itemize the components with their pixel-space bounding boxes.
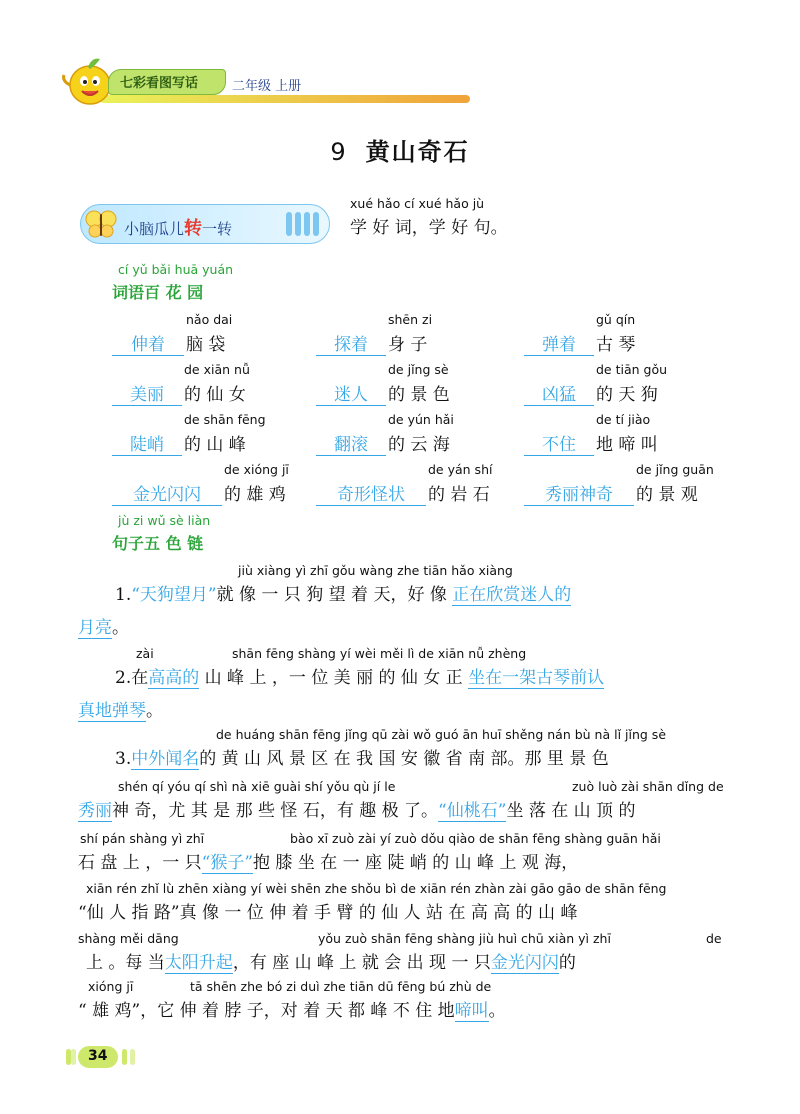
s2-line1 [115,663,604,689]
vocab-word: 身 子 [388,335,428,355]
vocab-answer: 探着 [316,330,386,356]
s2-text-1: 山 峰 上 ，一 位 美 丽 的 仙 女 正 [204,668,463,688]
vocab-answer: 翻滚 [316,430,386,456]
vocab-pinyin: de xióng jī [224,462,289,477]
banner-text-pre: 小脑瓜儿 [124,220,185,238]
s1-answer-3: 月亮 [78,613,112,639]
s3-number: 3. [115,749,132,769]
s1-line2 [78,613,129,639]
s3-pinyin-2a: shén qí yóu qí shì nà xiē guài shí yǒu qù jí le [118,779,396,794]
vocab-answer: 迷人 [316,380,386,406]
s3-answer-5: 太阳升起 [165,948,233,974]
s3-pinyin-6a: xióng jī [88,979,134,994]
vocab-answer: 凶猛 [524,380,594,406]
s3-line3 [78,848,578,874]
s2-answer-2: 坐在一架古琴前认 [468,663,604,689]
s1-text-1: 就 像 一 只 狗 望 着 天，好 像 [216,585,447,605]
task-text: 学 好 词，学 好 句。 [350,218,508,238]
vocab-word: 的 山 峰 [184,435,246,455]
s3-line1 [115,744,609,770]
s3-text-5: 抱 膝 坐 在 一 座 陡 峭 的 山 峰 上 观 海， [253,853,579,873]
s2-answer-3: 真地弹琴 [78,696,146,722]
s2-pinyin-a: zài [136,646,154,661]
s3-pinyin-4: xiān rén zhǐ lù zhēn xiàng yí wèi shēn zhe shǒu bì de xiān rén zhàn zài gāo gāo de shān fēng [86,881,667,896]
section2-pinyin: jù zi wǔ sè liàn [118,513,211,528]
grade-label: 二年级 上册 [232,79,302,94]
vocab-pinyin: de yán shí [428,462,493,477]
s3-text-11: 。 [488,1001,506,1021]
vocab-pinyin: gǔ qín [596,312,636,327]
s3-text-10: “ 雄 鸡”，它 伸 着 脖 子，对 着 天 都 峰 不 住 地 [78,1001,455,1021]
lesson-title [0,132,800,167]
s3-line4 [78,898,577,923]
s3-pinyin-2b: zuò luò zài shān dǐng de [572,779,724,794]
vocab-word: 地 啼 叫 [596,435,658,455]
s3-answer-2: 秀丽 [78,796,112,822]
vocab-word: 古 琴 [596,335,636,355]
s1-text-2: 。 [112,618,129,638]
s2-text-2: 。 [146,701,163,721]
s3-pinyin-5a: shàng měi dāng [78,931,179,946]
header-band [100,95,470,103]
vocab-answer: 伸着 [112,330,184,356]
s1-answer-2: 正在欣赏迷人的 [452,580,571,606]
series-title: 七彩看图写话 [120,76,199,91]
page-dot-right [122,1049,127,1065]
vocab-word: 的 天 狗 [596,385,658,405]
section1-pinyin: cí yǔ bǎi huā yuán [118,262,234,277]
lesson-name: 黄山奇石 [365,138,470,166]
vocab-pinyin: shēn zi [388,312,433,327]
banner-text-zhuan: 转 [184,218,203,239]
s3-text-6: “仙 人 指 路”真 像 一 位 伸 着 手 臂 的 仙 人 站 在 高 高 的 山 峰 [78,903,578,923]
lesson-number: 9 [330,138,348,166]
s3-pinyin-5b: yǒu zuò shān fēng shàng jiù huì chū xiàn yì zhī [318,931,611,946]
s1-line1 [115,580,571,606]
s3-pinyin-3b: bào xī zuò zài yí zuò dǒu qiào de shān fēng shàng guān hǎi [290,831,661,846]
page-number-badge [66,1046,146,1068]
page-number: 34 [88,1048,108,1064]
butterfly-icon [84,208,118,240]
s3-answer-1: 中外闻名 [131,744,199,770]
banner-text [124,214,232,240]
s3-pinyin-6b: tā shēn zhe bó zi duì zhe tiān dū fēng bú zhù de [190,979,492,994]
vocab-answer: 弹着 [524,330,594,356]
vocab-answer: 奇形怪状 [316,480,426,506]
vocab-word: 的 景 观 [636,485,698,505]
s3-text-4: 石 盘 上 ，一 只 [78,853,202,873]
s2-text-0: 在 [131,668,149,688]
vocab-pinyin: de xiān nǚ [184,362,250,377]
s1-number: 1. [115,585,132,605]
vocab-word: 的 云 海 [388,435,450,455]
s3-pinyin-3a: shí pán shàng yì zhī [80,831,205,846]
s3-text-7: 上 。每 当 [86,953,165,973]
banner-arrows [286,212,319,236]
banner-text-post: 一转 [202,220,233,238]
section2-label: 句子五 色 链 [112,534,204,553]
vocab-answer: 美丽 [112,380,182,406]
section1-label: 词语百 花 园 [112,283,204,302]
vocab-word: 的 景 色 [388,385,450,405]
page-dot-right-2 [130,1049,135,1065]
vocab-pinyin: de tiān gǒu [596,362,668,377]
vocab-pinyin: de jǐng guān [636,462,714,477]
s3-text-2: 神 奇，尤 其 是 那 些 怪 石，有 趣 极 了。 [112,801,439,821]
vocab-pinyin: de tí jiào [596,412,651,427]
page-header [60,55,420,110]
vocab-answer: 陡峭 [112,430,182,456]
page-dot-left-2 [71,1049,76,1065]
s2-number: 2. [115,668,132,688]
vocab-pinyin: nǎo dai [186,312,233,327]
s1-pinyin: jiù xiàng yì zhī gǒu wàng zhe tiān hǎo xiàng [238,563,513,578]
section-banner [80,204,330,244]
vocab-pinyin: de jǐng sè [388,362,449,377]
vocab-word: 脑 袋 [186,335,226,355]
vocab-word: 的 仙 女 [184,385,246,405]
s3-answer-7: 啼叫 [455,996,489,1022]
vocab-word: 的 雄 鸡 [224,485,286,505]
s3-line2 [78,796,635,822]
vocab-pinyin: de shān fēng [184,412,266,427]
s3-pinyin-5c: de [706,931,722,946]
s1-answer-1: “天狗望月” [131,585,217,605]
vocab-pinyin: de yún hǎi [388,412,454,427]
s3-text-9: 的 [558,953,576,973]
s3-line5 [86,948,576,974]
s3-text-3: 坐 落 在 山 顶 的 [506,801,636,821]
s3-answer-3: “仙桃石” [438,796,506,822]
s3-answer-4: “猴子” [202,848,253,874]
s3-text-1: 的 黄 山 风 景 区 在 我 国 安 徽 省 南 部。那 里 景 色 [199,749,609,769]
s2-line2 [78,696,163,722]
vocab-word: 的 岩 石 [428,485,490,505]
s2-answer-1: 高高的 [148,663,199,689]
s3-text-8: ，有 座 山 峰 上 就 会 出 现 一 只 [232,953,491,973]
vocab-answer: 不住 [524,430,594,456]
s3-line6 [78,996,506,1022]
s2-pinyin-b: shān fēng shàng yí wèi měi lì de xiān nǚ zhèng [232,646,527,661]
vocab-answer: 金光闪闪 [112,480,222,506]
vocab-answer: 秀丽神奇 [524,480,634,506]
task-pinyin: xué hǎo cí xué hǎo jù [350,196,485,211]
s3-answer-6: 金光闪闪 [491,948,559,974]
s3-pinyin-1: de huáng shān fēng jǐng qū zài wǒ guó ān huī shěng nán bù nà lǐ jǐng sè [216,727,667,742]
